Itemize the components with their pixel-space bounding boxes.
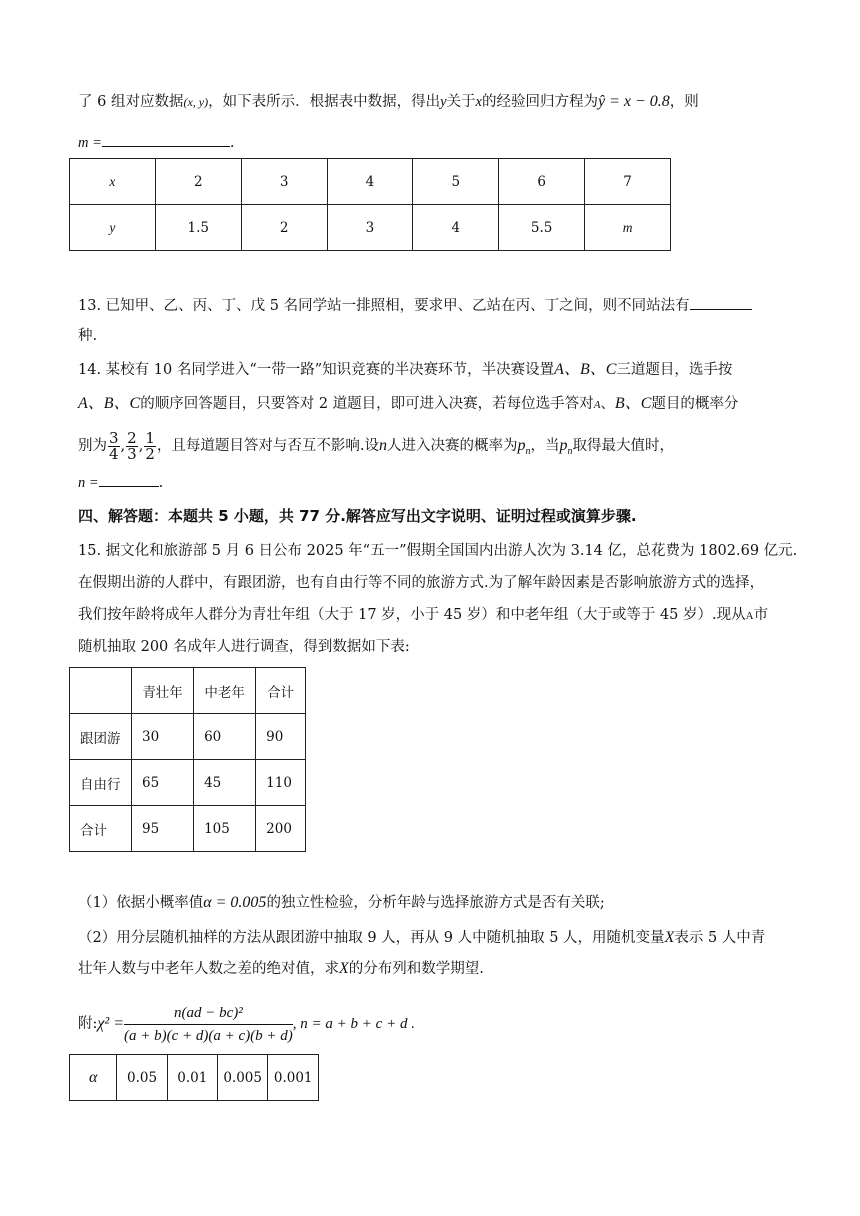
table-cell: 中老年 — [194, 668, 256, 714]
q12-text: ，如下表所示．根据表中数据，得出 — [208, 94, 441, 110]
fraction: $\frac{3}{4}$ — [109, 428, 119, 463]
table-cell: 90 — [256, 714, 306, 760]
q14-line3: 别为 $\frac{3}{4}$ , $\frac{2}{3}$ , $\frac{1}{2}$ ，且每道题目答对与否互不影响.设n人进入决赛的概率为$p_n$，当$p_n$取得最大值时， — [78, 428, 674, 463]
q15-line4: 随机抽取 200 名成年人进行调查，得到数据如下表: — [78, 639, 410, 655]
table-row — [70, 760, 306, 806]
q15-line1: 15. 据文化和旅游部 5 月 6 日公布 2025 年“五一”假期全国国内出游人次为 3.14 亿，总花费为 1802.69 亿元. — [78, 543, 798, 559]
table-cell: 1.5 — [155, 205, 241, 251]
q14-pn: $p_n$ — [517, 437, 531, 458]
table-cell: 6 — [499, 159, 585, 205]
q14-n: n — [378, 437, 387, 454]
q14-a: A — [593, 399, 601, 411]
table-cell: 2 — [155, 159, 241, 205]
alpha-table — [69, 1054, 319, 1101]
q13-text: 种. — [78, 328, 98, 344]
table-cell: 0.01 — [167, 1055, 217, 1101]
table-cell: 跟团游 — [70, 714, 132, 760]
table-row — [70, 1055, 319, 1101]
formula-tail: , n = a + b + c + d . — [292, 1016, 415, 1032]
table-cell: 200 — [256, 806, 306, 852]
q14-text: ，且每道题目答对与否互不影响.设 — [156, 438, 379, 454]
table-cell: 7 — [585, 159, 671, 205]
q12-text: 关于 — [446, 94, 476, 110]
q15-var-x: X — [664, 929, 675, 946]
appendix-label: 附: — [78, 1016, 98, 1032]
q12-pair: (x, y) — [183, 95, 209, 109]
fraction: $\frac{2}{3}$ — [127, 428, 137, 463]
table-cell: 3 — [327, 205, 413, 251]
q15-text: 壮年人数与中老年人数之差的绝对值，求 — [78, 961, 339, 977]
q13-line2 — [78, 326, 97, 346]
q14-text: 别为 — [78, 438, 107, 454]
q14-n-label: n = — [78, 475, 99, 491]
table-cell — [70, 668, 132, 714]
q14-bc: B、C — [614, 395, 652, 412]
q14-line2 — [78, 394, 738, 415]
q15-var-x: X — [339, 960, 349, 977]
q14-abc: A、B、C — [78, 395, 141, 412]
table-cell: m — [585, 205, 671, 251]
formula-numerator: n(ad − bc)² — [124, 1004, 293, 1025]
table-cell: 自由行 — [70, 760, 132, 806]
q13-answer-blank — [690, 295, 752, 310]
table-cell: 110 — [256, 760, 306, 806]
q15-alpha-eq: α = 0.005 — [203, 894, 267, 911]
q15-line3 — [78, 605, 768, 626]
q14-text: 题目的概率分 — [651, 396, 739, 412]
table-cell: 95 — [132, 806, 194, 852]
q15-part2 — [78, 928, 765, 948]
q15-part1 — [78, 893, 605, 913]
table-cell: 65 — [132, 760, 194, 806]
q14-text: 14. 某校有 10 名同学进入“一带一路”知识竞赛的半决赛环节，半决赛设置 — [78, 362, 555, 378]
q12-var-x: x — [475, 94, 482, 110]
q12-text: 的经验回归方程为 — [481, 94, 598, 110]
q14-text: 、 — [600, 396, 615, 412]
q12-answer-blank — [102, 132, 230, 147]
table-row — [70, 714, 306, 760]
q12-line1 — [78, 92, 699, 112]
q12-period: . — [229, 135, 235, 151]
table-row — [70, 205, 671, 251]
q14-text: 三道题目，选手按 — [616, 362, 733, 378]
q12-text: 了 6 组对应数据 — [78, 94, 184, 110]
q13-line1 — [78, 295, 752, 316]
q12-equation: ŷ = x − 0.8 — [597, 93, 670, 110]
q14-line1 — [78, 360, 732, 380]
chi-square-formula — [78, 1000, 415, 1048]
table-cell: 4 — [327, 159, 413, 205]
fraction: $\frac{1}{2}$ — [145, 428, 155, 463]
regression-table — [69, 158, 671, 251]
table-cell: 5.5 — [499, 205, 585, 251]
q15-part2-line2 — [78, 959, 484, 979]
table-cell: 2 — [241, 205, 327, 251]
table-cell: 30 — [132, 714, 194, 760]
table-cell: 青壮年 — [132, 668, 194, 714]
q12-var-y: y — [440, 94, 447, 110]
section-heading: 四、解答题：本题共 5 小题，共 77 分.解答应写出文字说明、证明过程或演算步骤. — [78, 507, 637, 525]
q14-pn: $p_n$ — [559, 437, 573, 458]
table-row — [70, 668, 306, 714]
table-cell: 60 — [194, 714, 256, 760]
table-cell: 3 — [241, 159, 327, 205]
table-cell: 0.001 — [268, 1055, 319, 1101]
q14-text: ，当 — [530, 438, 560, 454]
table-cell: 4 — [413, 205, 499, 251]
formula-denominator: (a + b)(c + d)(a + c)(b + d) — [124, 1027, 293, 1044]
q12-m-label: m = — [78, 135, 102, 151]
q14-line4 — [78, 472, 163, 493]
table-cell: 105 — [194, 806, 256, 852]
q14-period: . — [158, 475, 164, 491]
q15-text: 市 — [753, 607, 769, 623]
table-cell: 45 — [194, 760, 256, 806]
q15-text: 表示 5 人中青 — [674, 930, 766, 946]
table-cell: 合计 — [70, 806, 132, 852]
q15-city: A — [745, 610, 754, 622]
table-cell: 0.05 — [117, 1055, 167, 1101]
q15-text: 的独立性检验，分析年龄与选择旅游方式是否有关联; — [266, 895, 605, 911]
table-cell: α — [70, 1055, 117, 1101]
q14-abc: A、B、C — [554, 361, 617, 378]
q15-line2: 在假期出游的人群中，有跟团游，也有自由行等不同的旅游方式.为了解年龄因素是否影响旅游方式的选择， — [78, 575, 765, 591]
table-cell: x — [70, 159, 156, 205]
q12-text: ，则 — [669, 94, 699, 110]
table-cell: y — [70, 205, 156, 251]
q14-answer-blank — [99, 472, 159, 487]
q15-text: 我们按年龄将成年人群分为青壮年组（大于 17 岁，小于 45 岁）和中老年组（大于或等于 45 岁）.现从 — [78, 607, 746, 623]
q13-text: 13. 已知甲、乙、丙、丁、戊 5 名同学站一排照相，要求甲、乙站在丙、丁之间，则不同站法有 — [78, 298, 690, 314]
table-cell: 0.005 — [217, 1055, 268, 1101]
q12-line2 — [78, 132, 235, 153]
table-cell: 5 — [413, 159, 499, 205]
q15-text: （2）用分层随机抽样的方法从跟团游中抽取 9 人，再从 9 人中随机抽取 5 人，用随机变量 — [78, 930, 665, 946]
chi-symbol: χ² = — [97, 1015, 125, 1032]
q15-text: （1）依据小概率值 — [78, 895, 204, 911]
q14-text: 的顺序回答题目，只要答对 2 道题目，即可进入决赛，若每位选手答对 — [140, 396, 594, 412]
q14-text: 取得最大值时， — [572, 438, 674, 454]
survey-table — [69, 667, 306, 852]
formula-fraction — [124, 1004, 293, 1045]
q14-text: 人进入决赛的概率为 — [386, 438, 518, 454]
q15-text: 的分布列和数学期望. — [348, 961, 484, 977]
table-row — [70, 159, 671, 205]
table-cell: 合计 — [256, 668, 306, 714]
table-row — [70, 806, 306, 852]
